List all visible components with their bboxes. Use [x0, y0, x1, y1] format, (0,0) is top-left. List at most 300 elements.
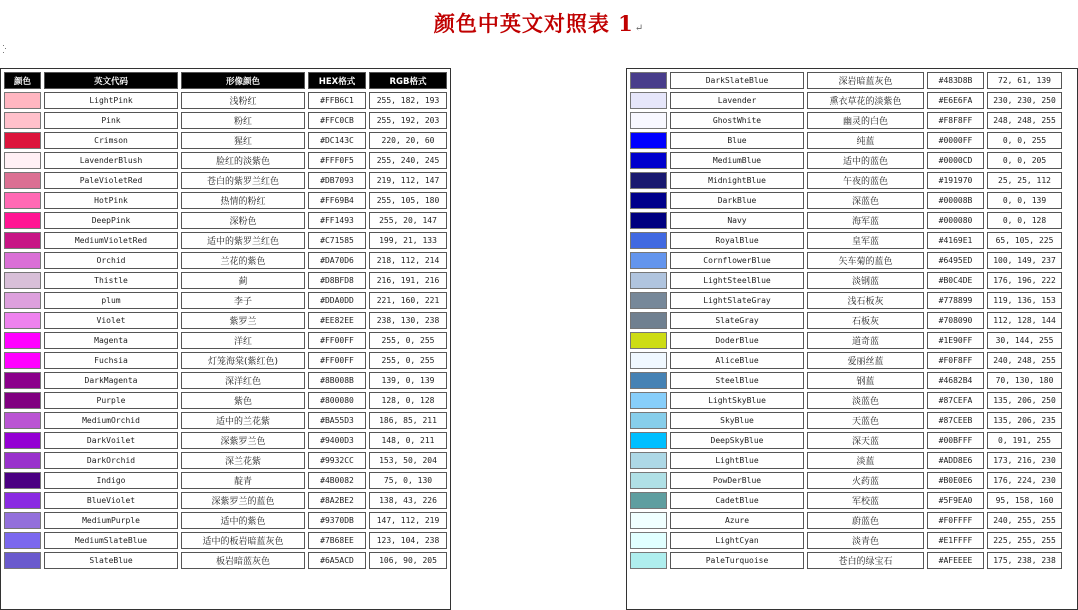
hex-cell: #0000FF [927, 132, 984, 149]
english-code-cell: LightSlateGray [670, 292, 804, 309]
hex-cell: #AFEEEE [927, 552, 984, 569]
hex-cell: #9932CC [308, 452, 366, 469]
chinese-name-cell: 石板灰 [807, 312, 924, 329]
table-row [4, 532, 447, 549]
color-swatch [4, 512, 41, 529]
table-row [4, 392, 447, 409]
hex-cell: #D8BFD8 [308, 272, 366, 289]
table-row [4, 512, 447, 529]
rgb-cell: 199, 21, 133 [369, 232, 447, 249]
page-title [0, 8, 1078, 38]
english-code-cell: Thistle [44, 272, 178, 289]
color-swatch [630, 472, 667, 489]
hex-cell: #4169E1 [927, 232, 984, 249]
hex-cell: #0000CD [927, 152, 984, 169]
english-code-cell: LightBlue [670, 452, 804, 469]
color-swatch [630, 372, 667, 389]
color-swatch [4, 412, 41, 429]
color-swatch [4, 472, 41, 489]
color-swatch [630, 332, 667, 349]
chinese-name-cell: 皇军蓝 [807, 232, 924, 249]
chinese-name-cell: 适中的紫色 [181, 512, 305, 529]
english-code-cell: Violet [44, 312, 178, 329]
chinese-name-cell: 深紫罗兰色 [181, 432, 305, 449]
hex-cell: #1E90FF [927, 332, 984, 349]
english-code-cell: MidnightBlue [670, 172, 804, 189]
rgb-cell: 0, 0, 255 [987, 132, 1062, 149]
english-code-cell: LightPink [44, 92, 178, 109]
left-color-table [0, 68, 451, 610]
chinese-name-cell: 苍白的绿宝石 [807, 552, 924, 569]
rgb-cell: 112, 128, 144 [987, 312, 1062, 329]
hex-cell: #C71585 [308, 232, 366, 249]
rgb-cell: 255, 240, 245 [369, 152, 447, 169]
color-swatch [630, 312, 667, 329]
chinese-name-cell: 深天蓝 [807, 432, 924, 449]
hex-cell: #F0F8FF [927, 352, 984, 369]
chinese-name-cell: 深洋红色 [181, 372, 305, 389]
color-swatch [4, 312, 41, 329]
table-row [630, 552, 1062, 569]
rgb-cell: 225, 255, 255 [987, 532, 1062, 549]
chinese-name-cell: 紫罗兰 [181, 312, 305, 329]
chinese-name-cell: 深粉色 [181, 212, 305, 229]
hex-cell: #E6E6FA [927, 92, 984, 109]
english-code-cell: Indigo [44, 472, 178, 489]
color-swatch [4, 232, 41, 249]
chinese-name-cell: 淡蓝 [807, 452, 924, 469]
table-row [4, 232, 447, 249]
english-code-cell: DarkOrchid [44, 452, 178, 469]
chinese-name-cell: 熏衣草花的淡紫色 [807, 92, 924, 109]
chinese-name-cell: 道奇蓝 [807, 332, 924, 349]
table-row [630, 192, 1062, 209]
chinese-name-cell: 适中的蓝色 [807, 152, 924, 169]
color-swatch [630, 552, 667, 569]
color-swatch [630, 352, 667, 369]
chinese-name-cell: 矢车菊的蓝色 [807, 252, 924, 269]
left-table-body [4, 92, 447, 569]
table-row [630, 492, 1062, 509]
english-code-cell: PowDerBlue [670, 472, 804, 489]
color-swatch [4, 492, 41, 509]
chinese-name-cell: 淡蓝色 [807, 392, 924, 409]
hex-cell: #FFB6C1 [308, 92, 366, 109]
english-code-cell: Lavender [670, 92, 804, 109]
chinese-name-cell: 深兰花紫 [181, 452, 305, 469]
rgb-cell: 135, 206, 250 [987, 392, 1062, 409]
hex-cell: #6A5ACD [308, 552, 366, 569]
header-color: 颜色 [4, 72, 41, 89]
hex-cell: #4682B4 [927, 372, 984, 389]
table-row [630, 92, 1062, 109]
english-code-cell: DarkMagenta [44, 372, 178, 389]
hex-cell: #87CEEB [927, 412, 984, 429]
english-code-cell: MediumPurple [44, 512, 178, 529]
table-row [630, 372, 1062, 389]
color-swatch [4, 272, 41, 289]
rgb-cell: 176, 224, 230 [987, 472, 1062, 489]
table-row [4, 452, 447, 469]
rgb-cell: 153, 50, 204 [369, 452, 447, 469]
chinese-name-cell: 猩红 [181, 132, 305, 149]
english-code-cell: Blue [670, 132, 804, 149]
table-row [4, 132, 447, 149]
hex-cell: #DB7093 [308, 172, 366, 189]
color-swatch [630, 132, 667, 149]
rgb-cell: 255, 0, 255 [369, 332, 447, 349]
table-row [630, 432, 1062, 449]
chinese-name-cell: 脸红的淡紫色 [181, 152, 305, 169]
table-row [4, 412, 447, 429]
rgb-cell: 128, 0, 128 [369, 392, 447, 409]
english-code-cell: MediumBlue [670, 152, 804, 169]
chinese-name-cell: 纯蓝 [807, 132, 924, 149]
chinese-name-cell: 浅粉红 [181, 92, 305, 109]
hex-cell: #9370DB [308, 512, 366, 529]
rgb-cell: 186, 85, 211 [369, 412, 447, 429]
hex-cell: #FF00FF [308, 352, 366, 369]
chinese-name-cell: 适中的紫罗兰红色 [181, 232, 305, 249]
color-swatch [4, 392, 41, 409]
chinese-name-cell: 灯笼海棠(紫红色) [181, 352, 305, 369]
english-code-cell: Magenta [44, 332, 178, 349]
english-code-cell: Pink [44, 112, 178, 129]
hex-cell: #EE82EE [308, 312, 366, 329]
color-swatch [630, 532, 667, 549]
chinese-name-cell: 深蓝色 [807, 192, 924, 209]
hex-cell: #8B008B [308, 372, 366, 389]
color-swatch [630, 72, 667, 89]
cursor-dot [3, 45, 4, 46]
table-row [4, 112, 447, 129]
rgb-cell: 139, 0, 139 [369, 372, 447, 389]
rgb-cell: 255, 192, 203 [369, 112, 447, 129]
table-row [4, 312, 447, 329]
header-hex: HEX格式 [308, 72, 366, 89]
hex-cell: #ADD8E6 [927, 452, 984, 469]
hex-cell: #4B0082 [308, 472, 366, 489]
color-swatch [630, 92, 667, 109]
rgb-cell: 221, 160, 221 [369, 292, 447, 309]
color-swatch [630, 272, 667, 289]
color-swatch [630, 512, 667, 529]
rgb-cell: 0, 0, 128 [987, 212, 1062, 229]
hex-cell: #9400D3 [308, 432, 366, 449]
table-row [4, 552, 447, 569]
color-swatch [630, 492, 667, 509]
rgb-cell: 240, 248, 255 [987, 352, 1062, 369]
cursor-dot [3, 52, 4, 53]
chinese-name-cell: 兰花的紫色 [181, 252, 305, 269]
table-row [630, 232, 1062, 249]
color-swatch [630, 172, 667, 189]
table-row [4, 292, 447, 309]
hex-cell: #FF00FF [308, 332, 366, 349]
table-row [4, 212, 447, 229]
english-code-cell: Crimson [44, 132, 178, 149]
english-code-cell: DarkVoilet [44, 432, 178, 449]
table-row [4, 492, 447, 509]
chinese-name-cell: 适中的板岩暗蓝灰色 [181, 532, 305, 549]
color-swatch [630, 232, 667, 249]
rgb-cell: 30, 144, 255 [987, 332, 1062, 349]
color-swatch [630, 292, 667, 309]
english-code-cell: MediumOrchid [44, 412, 178, 429]
right-table-body [630, 72, 1062, 569]
english-code-cell: PaleTurquoise [670, 552, 804, 569]
table-row [630, 352, 1062, 369]
rgb-cell: 219, 112, 147 [369, 172, 447, 189]
color-swatch [630, 412, 667, 429]
table-row [4, 432, 447, 449]
chinese-name-cell: 苍白的紫罗兰红色 [181, 172, 305, 189]
rgb-cell: 220, 20, 60 [369, 132, 447, 149]
color-swatch [4, 372, 41, 389]
chinese-name-cell: 紫色 [181, 392, 305, 409]
hex-cell: #800080 [308, 392, 366, 409]
color-swatch [4, 172, 41, 189]
header-english-code: 英文代码 [44, 72, 178, 89]
rgb-cell: 255, 105, 180 [369, 192, 447, 209]
color-swatch [4, 152, 41, 169]
rgb-cell: 238, 130, 238 [369, 312, 447, 329]
hex-cell: #FF1493 [308, 212, 366, 229]
hex-cell: #7B68EE [308, 532, 366, 549]
color-swatch [630, 112, 667, 129]
hex-cell: #B0C4DE [927, 272, 984, 289]
color-swatch [4, 352, 41, 369]
english-code-cell: Navy [670, 212, 804, 229]
chinese-name-cell: 深岩暗蓝灰色 [807, 72, 924, 89]
english-code-cell: DarkSlateBlue [670, 72, 804, 89]
chinese-name-cell: 李子 [181, 292, 305, 309]
english-code-cell: MediumSlateBlue [44, 532, 178, 549]
rgb-cell: 255, 182, 193 [369, 92, 447, 109]
table-row [630, 252, 1062, 269]
rgb-cell: 230, 230, 250 [987, 92, 1062, 109]
chinese-name-cell: 洋红 [181, 332, 305, 349]
table-row [630, 72, 1062, 89]
hex-cell: #E1FFFF [927, 532, 984, 549]
chinese-name-cell: 板岩暗蓝灰色 [181, 552, 305, 569]
english-code-cell: CornflowerBlue [670, 252, 804, 269]
rgb-cell: 176, 196, 222 [987, 272, 1062, 289]
color-swatch [4, 92, 41, 109]
table-row [630, 312, 1062, 329]
hex-cell: #FFF0F5 [308, 152, 366, 169]
chinese-name-cell: 天蓝色 [807, 412, 924, 429]
table-row [4, 472, 447, 489]
chinese-name-cell: 蔚蓝色 [807, 512, 924, 529]
rgb-cell: 138, 43, 226 [369, 492, 447, 509]
hex-cell: #DC143C [308, 132, 366, 149]
english-code-cell: DarkBlue [670, 192, 804, 209]
rgb-cell: 0, 0, 139 [987, 192, 1062, 209]
chinese-name-cell: 深紫罗兰的蓝色 [181, 492, 305, 509]
hex-cell: #8A2BE2 [308, 492, 366, 509]
english-code-cell: LavenderBlush [44, 152, 178, 169]
table-row [4, 192, 447, 209]
table-row [630, 172, 1062, 189]
english-code-cell: Fuchsia [44, 352, 178, 369]
rgb-cell: 255, 20, 147 [369, 212, 447, 229]
chinese-name-cell: 浅石板灰 [807, 292, 924, 309]
hex-cell: #F8F8FF [927, 112, 984, 129]
rgb-cell: 175, 238, 238 [987, 552, 1062, 569]
color-swatch [630, 432, 667, 449]
rgb-cell: 119, 136, 153 [987, 292, 1062, 309]
chinese-name-cell: 粉红 [181, 112, 305, 129]
rgb-cell: 75, 0, 130 [369, 472, 447, 489]
hex-cell: #000080 [927, 212, 984, 229]
table-row [630, 132, 1062, 149]
rgb-cell: 106, 90, 205 [369, 552, 447, 569]
color-swatch [4, 192, 41, 209]
color-swatch [4, 432, 41, 449]
english-code-cell: MediumVioletRed [44, 232, 178, 249]
english-code-cell: AliceBlue [670, 352, 804, 369]
english-code-cell: PaleVioletRed [44, 172, 178, 189]
english-code-cell: SlateBlue [44, 552, 178, 569]
english-code-cell: BlueViolet [44, 492, 178, 509]
table-row [4, 272, 447, 289]
header-chinese-name: 形像颜色 [181, 72, 305, 89]
english-code-cell: DeepSkyBlue [670, 432, 804, 449]
rgb-cell: 25, 25, 112 [987, 172, 1062, 189]
chinese-name-cell: 军校蓝 [807, 492, 924, 509]
table-row [4, 252, 447, 269]
table-row [4, 352, 447, 369]
color-swatch [4, 212, 41, 229]
rgb-cell: 65, 105, 225 [987, 232, 1062, 249]
table-row [4, 332, 447, 349]
hex-cell: #00BFFF [927, 432, 984, 449]
hex-cell: #B0E0E6 [927, 472, 984, 489]
color-swatch [4, 132, 41, 149]
english-code-cell: GhostWhite [670, 112, 804, 129]
english-code-cell: CadetBlue [670, 492, 804, 509]
table-row [630, 112, 1062, 129]
hex-cell: #00008B [927, 192, 984, 209]
chinese-name-cell: 幽灵的白色 [807, 112, 924, 129]
english-code-cell: RoyalBlue [670, 232, 804, 249]
chinese-name-cell: 热情的粉红 [181, 192, 305, 209]
hex-cell: #FFC0CB [308, 112, 366, 129]
table-row [4, 172, 447, 189]
english-code-cell: Orchid [44, 252, 178, 269]
rgb-cell: 240, 255, 255 [987, 512, 1062, 529]
hex-cell: #778899 [927, 292, 984, 309]
rgb-cell: 70, 130, 180 [987, 372, 1062, 389]
english-code-cell: Azure [670, 512, 804, 529]
rgb-cell: 0, 191, 255 [987, 432, 1062, 449]
table-row [4, 152, 447, 169]
english-code-cell: plum [44, 292, 178, 309]
english-code-cell: DoderBlue [670, 332, 804, 349]
paragraph-mark: ↵ [634, 23, 645, 34]
right-color-table [626, 68, 1078, 610]
hex-cell: #191970 [927, 172, 984, 189]
chinese-name-cell: 蓟 [181, 272, 305, 289]
title-text: 颜色中英文对照表 1 [433, 11, 634, 36]
hex-cell: #87CEFA [927, 392, 984, 409]
english-code-cell: LightSkyBlue [670, 392, 804, 409]
table-row [630, 292, 1062, 309]
chinese-name-cell: 钢蓝 [807, 372, 924, 389]
color-swatch [630, 212, 667, 229]
english-code-cell: SteelBlue [670, 372, 804, 389]
rgb-cell: 218, 112, 214 [369, 252, 447, 269]
rgb-cell: 72, 61, 139 [987, 72, 1062, 89]
rgb-cell: 123, 104, 238 [369, 532, 447, 549]
chinese-name-cell: 午夜的蓝色 [807, 172, 924, 189]
table-row [630, 392, 1062, 409]
table-row [630, 512, 1062, 529]
rgb-cell: 135, 206, 235 [987, 412, 1062, 429]
header-row [4, 72, 447, 89]
rgb-cell: 147, 112, 219 [369, 512, 447, 529]
rgb-cell: 173, 216, 230 [987, 452, 1062, 469]
hex-cell: #FF69B4 [308, 192, 366, 209]
english-code-cell: Purple [44, 392, 178, 409]
table-row [630, 152, 1062, 169]
hex-cell: #708090 [927, 312, 984, 329]
rgb-cell: 95, 158, 160 [987, 492, 1062, 509]
hex-cell: #5F9EA0 [927, 492, 984, 509]
english-code-cell: SlateGray [670, 312, 804, 329]
chinese-name-cell: 靛青 [181, 472, 305, 489]
color-swatch [4, 452, 41, 469]
hex-cell: #F0FFFF [927, 512, 984, 529]
color-swatch [630, 392, 667, 409]
color-swatch [4, 112, 41, 129]
color-swatch [4, 552, 41, 569]
chinese-name-cell: 爱丽丝蓝 [807, 352, 924, 369]
color-swatch [630, 452, 667, 469]
rgb-cell: 0, 0, 205 [987, 152, 1062, 169]
table-row [630, 332, 1062, 349]
color-swatch [630, 152, 667, 169]
chinese-name-cell: 淡钢蓝 [807, 272, 924, 289]
hex-cell: #DDA0DD [308, 292, 366, 309]
table-row [630, 272, 1062, 289]
english-code-cell: SkyBlue [670, 412, 804, 429]
english-code-cell: HotPink [44, 192, 178, 209]
hex-cell: #6495ED [927, 252, 984, 269]
table-row [4, 372, 447, 389]
hex-cell: #DA70D6 [308, 252, 366, 269]
rgb-cell: 248, 248, 255 [987, 112, 1062, 129]
chinese-name-cell: 海军蓝 [807, 212, 924, 229]
hex-cell: #BA55D3 [308, 412, 366, 429]
table-row [630, 472, 1062, 489]
english-code-cell: DeepPink [44, 212, 178, 229]
color-swatch [630, 252, 667, 269]
hex-cell: #483D8B [927, 72, 984, 89]
english-code-cell: LightSteelBlue [670, 272, 804, 289]
chinese-name-cell: 淡青色 [807, 532, 924, 549]
header-rgb: RGB格式 [369, 72, 447, 89]
chinese-name-cell: 适中的兰花紫 [181, 412, 305, 429]
table-row [630, 212, 1062, 229]
rgb-cell: 216, 191, 216 [369, 272, 447, 289]
cursor-dot [5, 48, 6, 49]
color-swatch [630, 192, 667, 209]
rgb-cell: 100, 149, 237 [987, 252, 1062, 269]
color-swatch [4, 332, 41, 349]
color-swatch [4, 292, 41, 309]
